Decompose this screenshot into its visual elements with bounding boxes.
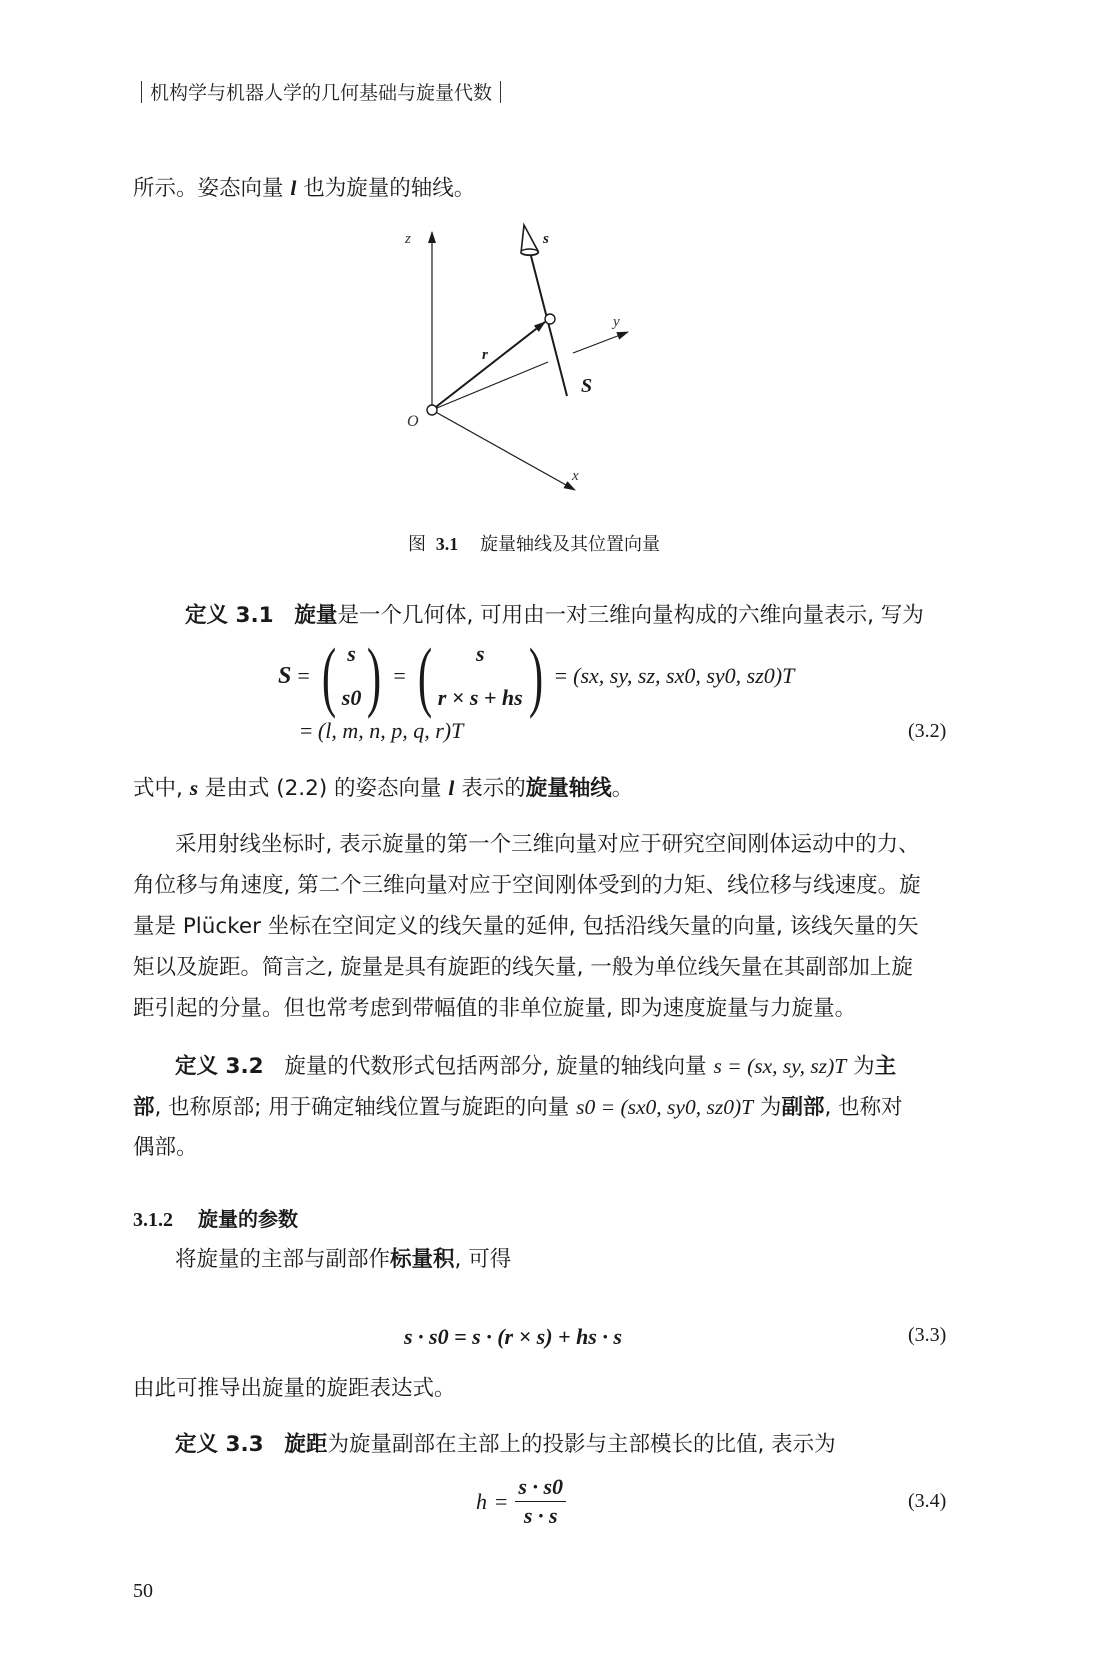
- definition-term: 旋距: [284, 1432, 328, 1457]
- figure-caption: [408, 530, 660, 556]
- paragraph-scalar-product: [175, 1240, 511, 1280]
- definition-text: 为旋量副部在主部上的投影与主部模长的比值, 表示为: [327, 1432, 836, 1457]
- vector-entry: r × s + hs: [437, 685, 523, 710]
- paragraph-line: 距引起的分量。但也常考虑到带幅值的非单位旋量, 即为速度旋量与力旋量。: [133, 996, 857, 1021]
- text: , 也称对: [824, 1095, 903, 1120]
- vector-entry: s: [475, 641, 485, 666]
- math-lhs: S: [278, 662, 292, 689]
- definition-3-1: [185, 596, 924, 636]
- text: 是由式 (2.2) 的姿态向量: [204, 776, 442, 801]
- bold-term: 旋量轴线: [525, 776, 612, 801]
- bold-term: 标量积: [390, 1247, 455, 1272]
- screw-axis-figure: [395, 222, 655, 512]
- paragraph-derive: 由此可推导出旋量的旋距表达式。: [133, 1376, 456, 1401]
- bold-term: 部: [133, 1095, 155, 1120]
- math-rhs: (l, m, n, p, q, r)T: [317, 718, 464, 743]
- text: 表示的: [461, 776, 526, 801]
- paragraph-eq-explanation: [133, 768, 633, 809]
- x-label: x: [572, 468, 579, 484]
- math-rhs: (sx, sy, sz, sx0, sy0, sz0)T: [573, 663, 795, 688]
- definition-text: 是一个几何体, 可用由一对三维向量构成的六维向量表示, 写为: [337, 603, 924, 628]
- intro-paragraph: [133, 168, 475, 209]
- math-var: l: [448, 776, 455, 800]
- definition-label: 定义 3.2: [175, 1054, 264, 1079]
- fraction: [515, 1474, 566, 1529]
- vector-entry: s0: [341, 685, 362, 710]
- position-vector-r: [432, 322, 545, 410]
- fraction-denominator: s · s: [523, 1503, 558, 1528]
- axis-point: [545, 314, 555, 324]
- running-head-title: 机构学与机器人学的几何基础与旋量代数: [150, 82, 493, 104]
- text: 旋量的代数形式包括两部分, 旋量的轴线向量: [284, 1054, 707, 1079]
- y-label: y: [613, 314, 620, 330]
- math-expr: s = (sx, sy, sz)T: [713, 1054, 847, 1078]
- text: 将旋量的主部与副部作: [175, 1247, 391, 1272]
- running-head: [133, 78, 509, 105]
- bold-term: 主: [874, 1054, 897, 1079]
- definition-label: 定义 3.1: [185, 603, 274, 628]
- caption-text: 旋量轴线及其位置向量: [479, 534, 660, 555]
- paragraph-line: 角位移与角速度, 第二个三维向量对应于空间刚体受到的力矩、线位移与线速度。旋: [133, 873, 921, 898]
- text: , 也称原部; 用于确定轴线位置与旋距的向量: [154, 1095, 570, 1120]
- cone-base: [521, 249, 538, 255]
- r-label: r: [482, 347, 488, 363]
- text: 为: [853, 1054, 875, 1079]
- text: 。: [611, 776, 634, 801]
- definition-3-2-line1: [175, 1046, 896, 1087]
- math-var: s: [189, 776, 199, 800]
- column-vector: [342, 632, 362, 720]
- paragraph-line: 矩以及旋距。简言之, 旋量是具有旋距的线矢量, 一般为单位线矢量在其副部加上旋: [133, 955, 913, 980]
- z-label: z: [405, 231, 411, 247]
- origin-point: [427, 405, 437, 415]
- equation-3-2-line2: = (l, m, n, p, q, r)T: [300, 718, 464, 743]
- caption-number: 3.1: [435, 534, 459, 554]
- paragraph-line: 采用射线坐标时, 表示旋量的第一个三维向量对应于研究空间刚体运动中的力、: [175, 832, 920, 857]
- text: 也为旋量的轴线。: [303, 176, 476, 201]
- text: , 可得: [454, 1247, 512, 1272]
- equation-3-4: h = $\frac{s \cdot s0}{s \cdot s}$: [476, 1474, 566, 1529]
- math-var: l: [290, 176, 297, 200]
- section-number: 3.1.2: [133, 1209, 173, 1231]
- origin-label: O: [407, 413, 419, 430]
- S-label: S: [581, 375, 593, 397]
- math-lhs: h: [476, 1488, 487, 1514]
- definition-3-3: [175, 1425, 836, 1465]
- equation-number: (3.4): [908, 1490, 947, 1512]
- divider: [141, 81, 142, 103]
- definition-term: 旋量: [294, 603, 338, 628]
- divider: [500, 81, 501, 103]
- bold-term: 副部: [781, 1095, 825, 1120]
- equation-number: (3.2): [908, 720, 947, 742]
- y-axis: [573, 332, 628, 353]
- caption-prefix: 图: [408, 534, 426, 555]
- equation-3-2-line1: S = ( s s0 ) = ( s r × s + hs ) = (sx, sy, sz, sx0, sy0, sz0)T: [278, 632, 795, 719]
- section-title: 旋量的参数: [197, 1207, 298, 1231]
- column-vector: [438, 632, 523, 720]
- x-axis: [432, 410, 575, 490]
- section-heading: [133, 1203, 298, 1232]
- screw-axis-line: [531, 256, 567, 396]
- paragraph-line: 量是 Plücker 坐标在空间定义的线矢量的延伸, 包括沿线矢量的向量, 该线矢量的矢: [133, 914, 919, 939]
- definition-3-2-line2: [133, 1087, 903, 1128]
- definition-label: 定义 3.3: [175, 1432, 264, 1457]
- text: 为: [759, 1095, 782, 1120]
- s-label: s: [543, 231, 549, 247]
- equation-number: (3.3): [908, 1324, 947, 1346]
- y-axis-segment: [432, 362, 548, 410]
- page-number: 50: [133, 1580, 153, 1602]
- text: 所示。姿态向量: [133, 176, 284, 201]
- vector-entry: s: [347, 641, 356, 666]
- fraction-numerator: s · s0: [515, 1474, 566, 1502]
- definition-3-2-line3: 偶部。: [133, 1135, 198, 1160]
- math-expr: s0 = (sx0, sy0, sz0)T: [576, 1095, 754, 1119]
- text: 式中,: [133, 776, 183, 801]
- equation-3-3: s · s0 = s · (r × s) + hs · s: [404, 1324, 622, 1349]
